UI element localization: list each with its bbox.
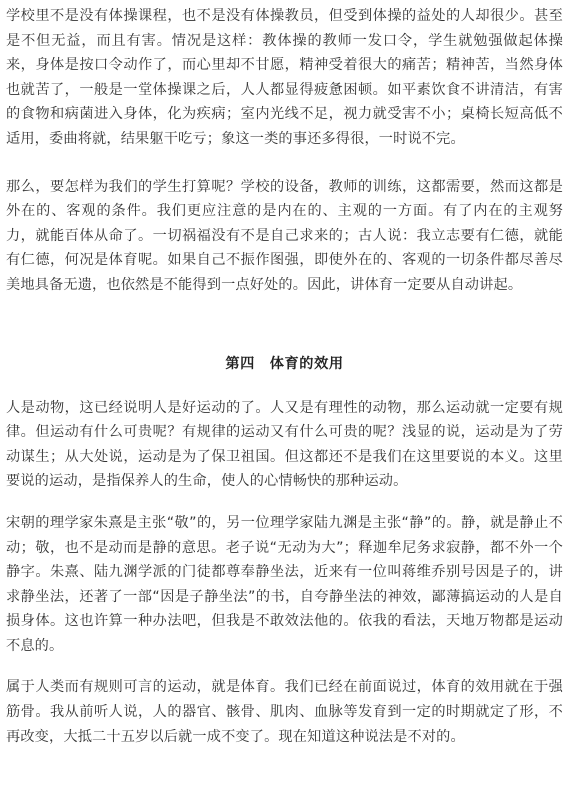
paragraph: 学校里不是没有体操课程，也不是没有体操教员，但受到体操的益处的人却很少。甚至是不但无益，而且有害。情况是这样：教体操的教师一发口令，学生就勉强做起体操来，身体是按口令动作了，而心里却不甘愿，精神受着很大的痛苦；精神苦，当然身体也就苦了，一般是一堂体操课之后，人人都显得疲惫困顿。如平素饮食不讲清洁，有害的食物和病菌进入身体，化为疾病；室内光线不足，视力就受害不小；桌椅长短高低不适用，委曲将就，结果躯干吃亏；象这一类的事还多得很，一时说不完。 [6, 8, 563, 147]
paragraph: 宋朝的理学家朱熹是主张“敬”的，另一位理学家陆九渊是主张“静”的。静，就是静止不动；敬，也不是动而是静的意思。老子说“无动为大”；释迦牟尼务求寂静，都不外一个静字。朱熹、陆九渊学派的门徒都尊奉静坐法，近来有一位叫蒋维乔别号因是子的，讲求静坐法，还著了一部“因是子静坐法”的书，自夸静坐法的神效，鄙薄搞运动的人是自损身体。这也许算一种办法吧，但我是不敢效法他的。依我的看法，天地万物都是运动不息的。 [6, 514, 563, 654]
paragraph: 那么，要怎样为我们的学生打算呢？学校的设备，教师的训练，这都需要，然而这都是外在的、客观的条件。我们更应注意的是内在的、主观的一方面。有了内在的主观努力，就能百体从命了。一切祸福没有不是自己求来的；古人说：我立志要有仁德，就能有仁德，何况是体育呢。如果自己不振作图强，即使外在的、客观的一切条件都尽善尽美地具备无遗，也依然是不能得到一点好处的。因此，讲体育一定要从自动讲起。 [6, 178, 563, 293]
paragraph: 属于人类而有规则可言的运动，就是体育。我们已经在前面说过，体育的效用就在于强筋骨。我从前听人说，人的器官、骸骨、肌肉、血脉等发育到一定的时期就定了形，不再改变，大抵二十五岁以后就一成不变了。现在知道这种说法是不对的。 [6, 679, 563, 745]
paragraph: 人是动物，这已经说明人是好运动的了。人又是有理性的动物，那么运动就一定要有规律。但运动有什么可贵呢？有规律的运动又有什么可贵的呢？浅显的说，运动是为了劳动谋生；从大处说，运动是为了保卫祖国。但这都还不是我们在这里要说的本义。这里要说的运动，是指保养人的生命，使人的心情畅快的那种运动。 [6, 399, 563, 490]
section-heading: 第四 体育的效用 [225, 355, 344, 372]
